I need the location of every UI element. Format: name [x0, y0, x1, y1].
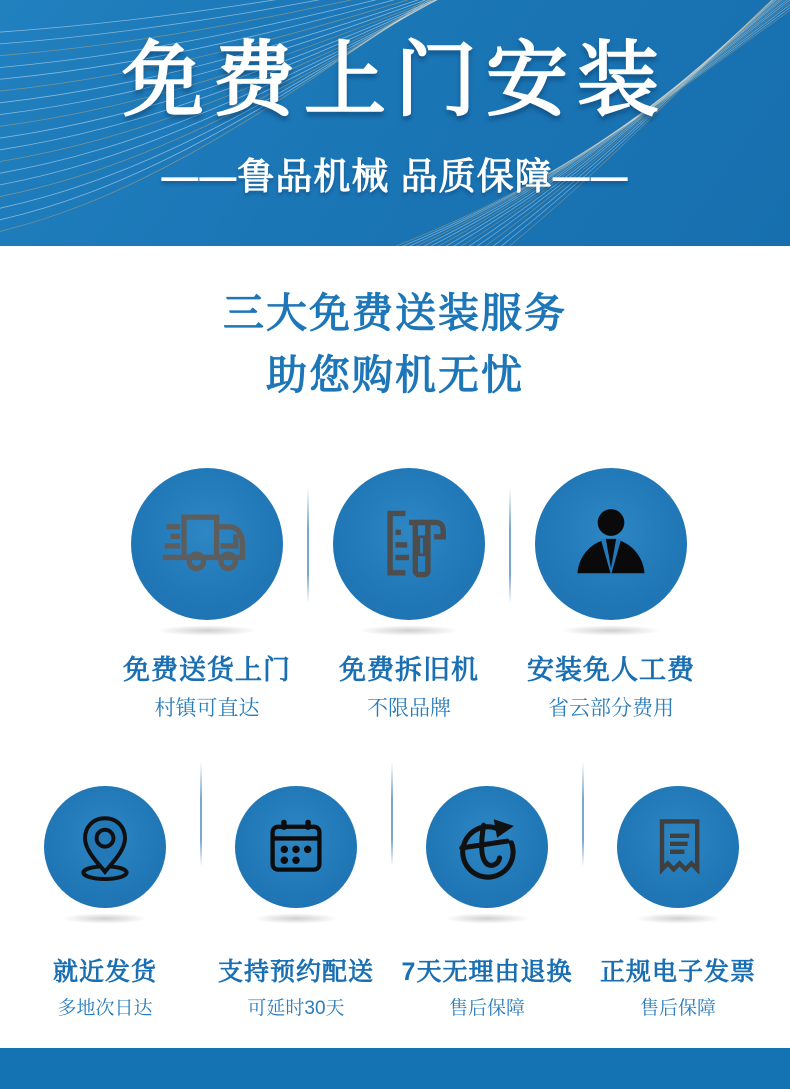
receipt-icon	[638, 807, 718, 887]
service-title: 正规电子发票	[599, 958, 756, 986]
service-scheduled-delivery	[206, 786, 386, 1020]
tools-icon	[364, 499, 454, 589]
service-circle	[535, 468, 687, 620]
service-subtitle: 不限品牌	[367, 697, 451, 720]
service-subtitle: 可延时30天	[247, 998, 345, 1019]
service-free-labor	[521, 468, 701, 722]
service-circle	[426, 786, 548, 908]
service-circle	[617, 786, 739, 908]
return-cycle-icon	[445, 805, 529, 889]
service-subtitle: 售后保障	[639, 998, 716, 1019]
installer-person-icon	[568, 501, 654, 587]
intro-line-2: 助您购机无忧	[266, 352, 524, 398]
service-subtitle: 省云部分费用	[548, 697, 674, 720]
delivery-truck-icon	[159, 496, 255, 592]
bottom-bar	[0, 1048, 790, 1089]
services-row-2	[15, 786, 790, 1020]
location-pin-icon	[65, 807, 145, 887]
circle-shadow	[252, 913, 340, 924]
banner-title: 免费上门安装	[121, 35, 668, 126]
service-title: 安装免人工费	[527, 655, 695, 685]
service-title: 免费拆旧机	[339, 655, 479, 685]
circle-shadow	[357, 625, 461, 636]
divider	[200, 762, 202, 866]
divider	[582, 762, 584, 866]
service-circle	[235, 786, 357, 908]
service-circle	[131, 468, 283, 620]
service-title: 就近发货	[52, 958, 157, 986]
service-circle	[44, 786, 166, 908]
divider	[307, 488, 309, 603]
circle-shadow	[443, 913, 531, 924]
service-e-invoice	[588, 786, 768, 1020]
circle-shadow	[155, 625, 259, 636]
intro-heading	[0, 282, 790, 406]
service-title: 支持预约配送	[217, 958, 374, 986]
service-title: 7天无理由退换	[401, 958, 573, 986]
service-subtitle: 多地次日达	[57, 998, 153, 1019]
service-subtitle: 售后保障	[448, 998, 525, 1019]
service-title: 免费送货上门	[123, 655, 291, 685]
banner-subtitle: ——鲁品机械 品质保障——	[161, 156, 629, 197]
service-circle	[333, 468, 485, 620]
intro-line-1: 三大免费送装服务	[223, 290, 567, 336]
divider	[509, 488, 511, 603]
circle-shadow	[559, 625, 663, 636]
calendar-icon	[257, 808, 335, 886]
service-free-dismantle	[319, 468, 499, 722]
services-row-1	[117, 468, 790, 722]
service-7day-return	[397, 786, 577, 1020]
service-near-shipping	[15, 786, 195, 1020]
circle-shadow	[634, 913, 722, 924]
service-subtitle: 村镇可直达	[154, 697, 260, 720]
circle-shadow	[61, 913, 149, 924]
service-free-delivery	[117, 468, 297, 722]
banner	[0, 0, 790, 246]
divider	[391, 762, 393, 866]
